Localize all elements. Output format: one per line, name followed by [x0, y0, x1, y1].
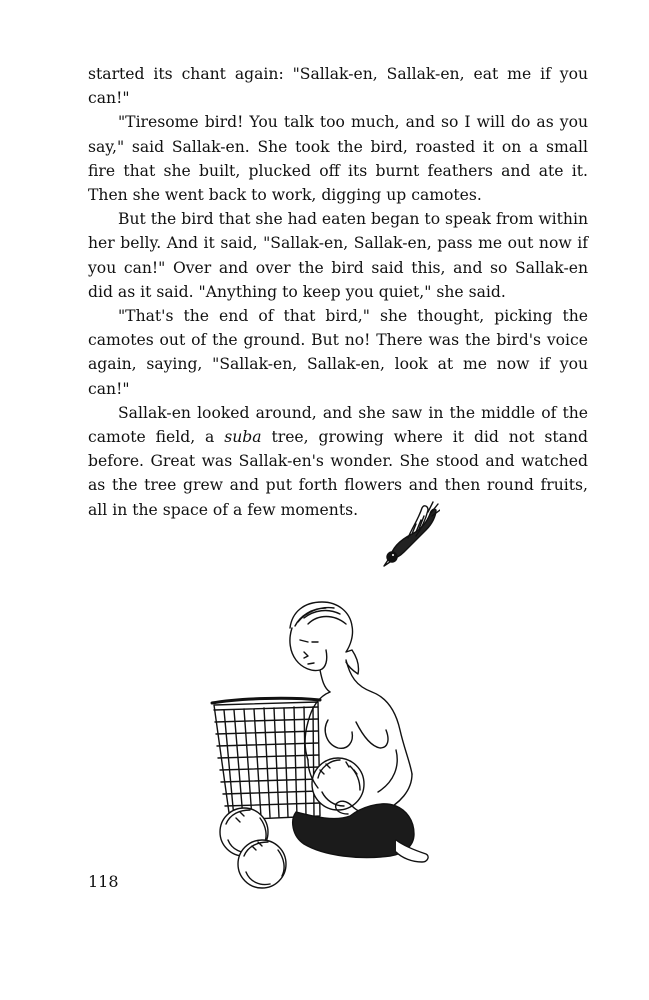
- page-number: 118: [88, 872, 119, 891]
- paragraph-3: But the bird that she had eaten began to speak from within her belly. And it said, "Sallak-en, Sallak-en, pass me out now if you can!" Over and over the bird said this, and so Sallak-en did as it said. "Anything to keep you quiet," she said.: [88, 210, 588, 301]
- paragraph-5-before: Sallak-en looked around, and she saw in the middle of the camote field, a: [88, 403, 588, 447]
- paragraph-5-italic-word: suba: [224, 428, 262, 447]
- paragraph-2: "Tiresome bird! You talk too much, and so I will do as you say," said Sallak-en. She took the bird, roasted it on a small fire that she built, plucked off its burnt feathers and ate it. Then she went back to work, digging up camotes.: [88, 113, 588, 205]
- paragraph-4: "That's the end of that bird," she thought, picking the camotes out of the ground. But no! There was the bird's voice again, saying, "Sallak-en, Sallak-en, look at me now if you can!": [88, 307, 588, 398]
- paragraph-1: started its chant again: "Sallak-en, Sallak-en, eat me if you can!": [88, 65, 588, 108]
- woman-with-basket-illustration: [200, 500, 460, 900]
- basket: [212, 698, 320, 820]
- paragraph-5-after: tree, growing where it did not stand before. Great was Sallak-en's wonder. She stood and watched as the tree grew and put forth flowers and then round fruits, all in the space of a few moments.: [88, 428, 588, 519]
- story-text: [88, 62, 588, 522]
